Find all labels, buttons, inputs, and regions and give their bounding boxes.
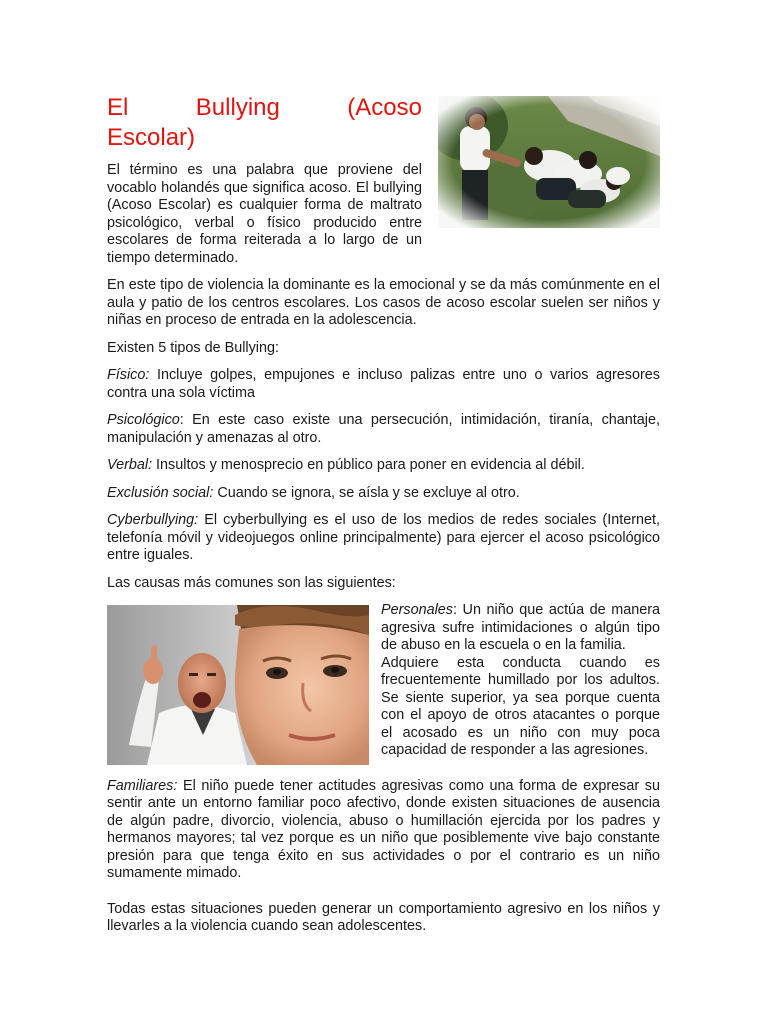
cause-text: El niño puede tener actitudes agresivas como una forma de expresar su sentir ante un entorno familiar poco afectivo, donde existen situaciones de ausencia de algún padre, divorcio, violencia, abuso o humillación ejercida por los padres y hermanos mayores; tal vez porque es un niño que posiblemente vive bajo constante presión para que tenga éxito en sus actividades o por el contrario es un niño sumamente mimado. xyxy=(107,777,660,881)
document-body xyxy=(107,93,660,946)
conclusion-paragraph: Todas estas situaciones pueden generar un comportamiento agresivo en los niños y llevarles a la violencia cuando sean adolescentes. xyxy=(107,900,660,934)
type-text: Cuando se ignora, se aísla y se excluye al otro. xyxy=(213,484,520,501)
cause-familiares xyxy=(107,778,660,883)
type-term: Psicológico xyxy=(107,412,180,428)
cause-text: : Un niño que actúa de manera agresiva sufre intimidaciones o algún tipo de abuso en la escuela o en la familia. xyxy=(381,602,660,653)
type-term: Físico: xyxy=(107,367,150,383)
type-term: Exclusión social: xyxy=(107,484,214,501)
paragraph-emotional-violence: En este tipo de violencia la dominante es la emocional y se da más comúnmente en el aula y patio de los centros escolares. Los casos de acoso escolar suelen ser niños y niñas en proceso de entrada en la adolescencia. xyxy=(107,277,660,328)
type-text: Insultos y menosprecio en público para poner en evidencia al débil. xyxy=(152,457,585,473)
spacer xyxy=(107,893,660,901)
type-text: : En este caso existe una persecución, intimidación, tiranía, chantaje, manipulación y amenazas al otro. xyxy=(107,412,660,446)
type-fisico xyxy=(107,367,660,402)
type-cyberbullying xyxy=(107,512,660,565)
type-term: Cyberbullying: xyxy=(107,512,199,528)
spacer xyxy=(107,770,660,778)
page-title-line1: El Bullying (Acoso xyxy=(107,94,422,121)
cause-personales-continued: Adquiere esta conducta cuando es frecuentemente humillado por los adultos. Se siente superior, ya sea porque cuenta con el apoyo de otros atacantes o porque el acosado es un niño con muy poca capacidad de responder a las agresiones. xyxy=(381,654,660,758)
type-exclusion-social xyxy=(107,485,660,503)
bullying-photo-students xyxy=(438,96,660,234)
types-intro: Existen 5 tipos de Bullying: xyxy=(107,339,279,356)
type-text: Incluye golpes, empujones e incluso palizas entre uno o varios agresores contra una sola víctima xyxy=(107,367,660,401)
type-verbal xyxy=(107,457,660,475)
intro-paragraph: El término es una palabra que proviene del vocablo holandés que significa acoso. El bullying (Acoso Escolar) es cualquier forma de maltrato psicológico, verbal o físico producido entre escolares de forma reiterada a lo largo de un tiempo determinado. xyxy=(107,162,422,266)
aggressive-adult-child-photo xyxy=(107,605,369,771)
cause-term: Personales xyxy=(381,602,453,618)
type-text: El cyberbullying es el uso de los medios de redes sociales (Internet, telefonía móvil y videojuegos online principalmente) para ejercer el acoso psicológico entre iguales. xyxy=(107,512,660,563)
cause-term: Familiares: xyxy=(107,777,178,794)
causes-intro: Las causas más comunes son las siguientes: xyxy=(107,574,396,591)
page-title-line2: Escolar) xyxy=(107,124,196,151)
type-term: Verbal: xyxy=(107,457,153,473)
type-psicologico xyxy=(107,412,660,447)
